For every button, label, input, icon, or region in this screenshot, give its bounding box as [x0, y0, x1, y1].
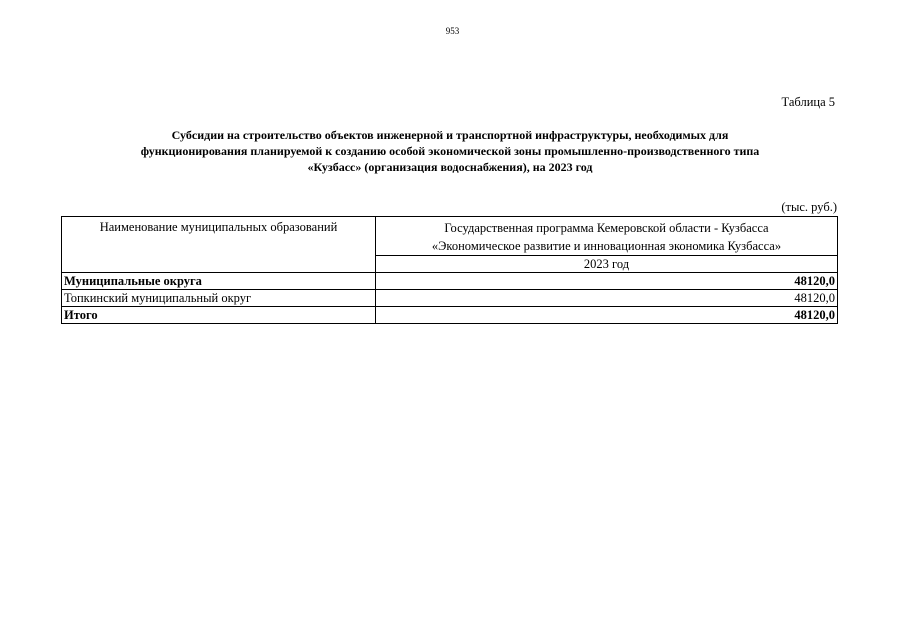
table-header-row [62, 217, 838, 256]
title-line: функционирования планируемой к созданию особой экономической зоны промышленно-производственного типа [140, 144, 760, 158]
title-line: Субсидии на строительство объектов инженерной и транспортной инфраструктуры, необходимых для [171, 128, 729, 142]
document-title [62, 127, 838, 175]
subsidy-table [61, 216, 838, 324]
table-row [62, 273, 838, 290]
page-number: 953 [445, 26, 460, 36]
table-label: Таблица 5 [781, 95, 835, 109]
table-row [62, 290, 838, 307]
title-line: «Кузбасс» (организация водоснабжения), на 2023 год [307, 160, 593, 174]
total-value: 48120,0 [376, 307, 838, 324]
header-program [376, 217, 838, 256]
header-program-line: «Экономическое развитие и инновационная экономика Кузбасса» [431, 239, 782, 253]
header-municipality-name: Наименование муниципальных образований [62, 217, 376, 273]
total-label: Итого [62, 307, 376, 324]
row-value: 48120,0 [376, 273, 838, 290]
header-program-line: Государственная программа Кемеровской области - Кузбасса [444, 221, 769, 235]
header-year: 2023 год [376, 256, 838, 273]
units-label: (тыс. руб.) [781, 200, 837, 214]
row-name: Муниципальные округа [62, 273, 376, 290]
table-row-total [62, 307, 838, 324]
row-name: Топкинский муниципальный округ [62, 290, 376, 307]
row-value: 48120,0 [376, 290, 838, 307]
